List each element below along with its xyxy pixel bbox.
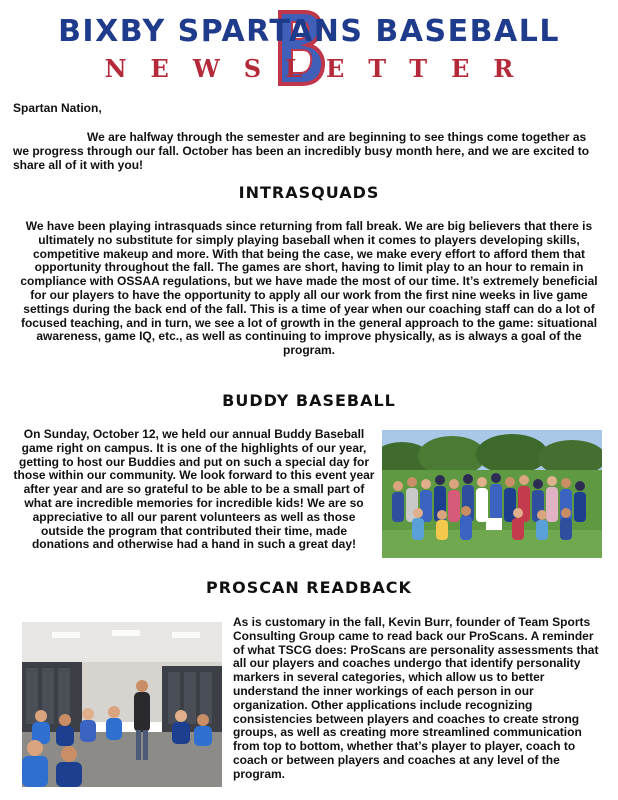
section-body-buddy-baseball: On Sunday, October 12, we held our annual Buddy Baseball game right on campus. It is one of the highlights of our year, getting to host our Buddies and put on such a special day for those within our community. We look forward to this event year after year and are so grateful to be able to be a small part of what are incredible memories for incredible kids! We are so appreciative to all our parent volunteers as well as those outside the program that contributed their time, made donations and otherwise had a hand in such a great day!: [13, 427, 375, 552]
section-body-intrasquads: We have been playing intrasquads since returning from fall break. We are big believers that there is ultimately no substitute for simply playing baseball when it comes to players developing skills, competitive makeup and more. With that being the case, we make every effort to afford them that opportunity throughout the fall. The games are short, having to limit play to an hour to remain in compliance with OSSAA regulations, but we have made the most of our time. It’s extremely beneficial for our players to have the opportunity to apply all our work from the first nine weeks in live game settings during the back end of the fall. This is a time of year when our coaching staff can do a lot of focused teaching, and in turn, we see a lot of growth in the general approach to the game: situational awareness, game IQ, etc., as well as continuing to improve physically, as is always a goal of the program.: [20, 219, 598, 358]
intro-paragraph: We are halfway through the semester and are beginning to see things come together as we progress through our fall. October has been an incredibly busy month here, and we are excited to share all of it with you!: [13, 130, 590, 172]
section-heading-proscan-readback: PROSCAN READBACK: [206, 578, 412, 597]
section-heading-intrasquads: INTRASQUADS: [238, 183, 380, 202]
proscan-readback-locker-room-photo: [22, 622, 222, 787]
buddy-baseball-group-photo: [382, 430, 602, 558]
masthead: [0, 0, 618, 95]
section-body-proscan-readback: As is customary in the fall, Kevin Burr, founder of Team Sports Consulting Group came to read back our ProScans. A reminder of what TSCG does: ProScans are personality assessments that all our players and coaches undergo that identify personality markers in several categories, which allow us to better understand the inner workings of each person in our organization. Other applications include recognizing consistencies between players and coaches to create strong groups, as well as creating more streamlined communication from top to bottom, whether that’s player to player, coach to coach or between players and coaches at any level of the program.: [233, 615, 599, 781]
greeting: Spartan Nation,: [13, 101, 102, 115]
newsletter-title: BIXBY SPARTANS BASEBALL: [58, 14, 560, 49]
section-heading-buddy-baseball: BUDDY BASEBALL: [222, 391, 396, 410]
newsletter-subtitle: NEWSLETTER: [104, 54, 538, 83]
